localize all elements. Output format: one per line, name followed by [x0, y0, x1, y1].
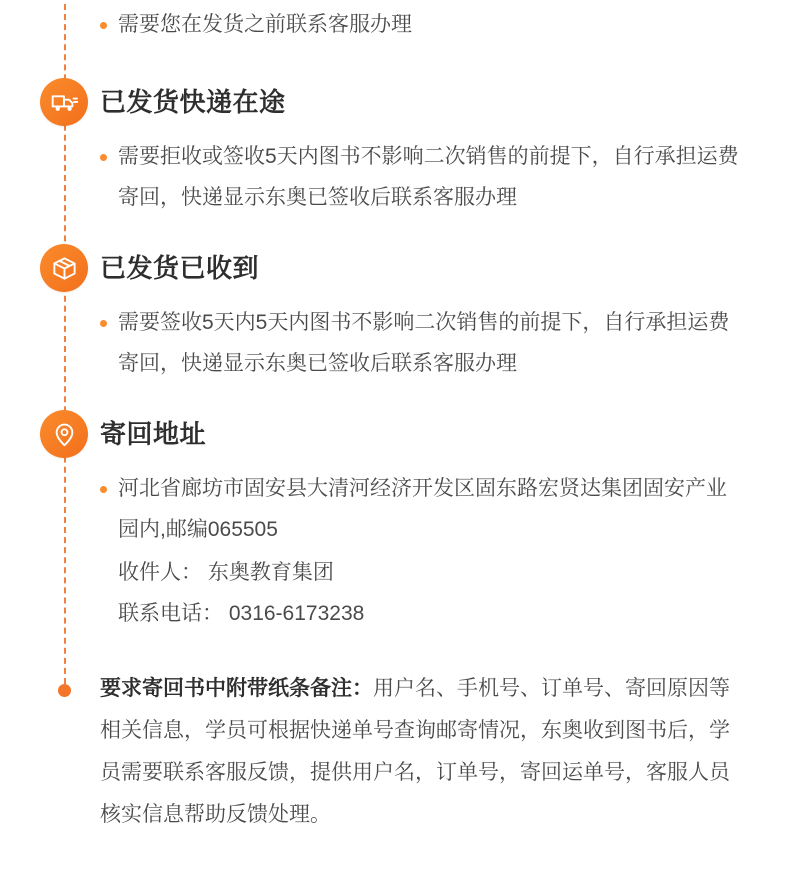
- section-title: 已发货快递在途: [100, 87, 286, 117]
- section-bullets: [100, 136, 746, 218]
- section-shipped-in-transit: [0, 78, 746, 218]
- list-item: 需要签收5天内5天内图书不影响二次销售的前提下，自行承担运费寄回，快递显示东奥已签收后联系客服办理: [100, 302, 746, 384]
- section-bullets: [100, 302, 746, 384]
- list-item: 需要您在发货之前联系客服办理: [100, 4, 746, 45]
- content-wrapper: [0, 4, 790, 836]
- note-label: 要求寄回书中附带纸条备注：: [100, 677, 373, 700]
- address-extra-lines: [100, 552, 746, 634]
- section-title: 寄回地址: [100, 419, 207, 449]
- top-partial-item: [0, 4, 746, 60]
- phone-line: 联系电话： 0316-6173238: [118, 602, 365, 625]
- return-policy-page: [0, 4, 790, 881]
- note-text: [100, 668, 746, 836]
- delivery-truck-icon: [40, 78, 88, 126]
- section-bullets: [100, 468, 746, 550]
- recipient-line: 收件人： 东奥教育集团: [118, 561, 334, 584]
- return-note-block: [0, 668, 746, 836]
- note-body: 用户名、手机号、订单号、寄回原因等相关信息，学员可根据快递单号查询邮寄情况，东奥收到图书后，学员需要联系客服反馈，提供用户名，订单号，寄回运单号，客服人员核实信息帮助反馈处理。: [100, 677, 730, 826]
- section-return-address: [0, 410, 746, 634]
- section-shipped-received: [0, 244, 746, 384]
- list-item: 河北省廊坊市固安县大清河经济开发区固东路宏贤达集团固安产业园内,邮编065505: [100, 468, 746, 550]
- section-title: 已发货已收到: [100, 253, 260, 283]
- note-bullet-dot: [58, 684, 71, 697]
- package-box-icon: [40, 244, 88, 292]
- location-pin-icon: [40, 410, 88, 458]
- top-partial-list: [100, 4, 746, 45]
- list-item: 需要拒收或签收5天内图书不影响二次销售的前提下，自行承担运费寄回，快递显示东奥已签收后联系客服办理: [100, 136, 746, 218]
